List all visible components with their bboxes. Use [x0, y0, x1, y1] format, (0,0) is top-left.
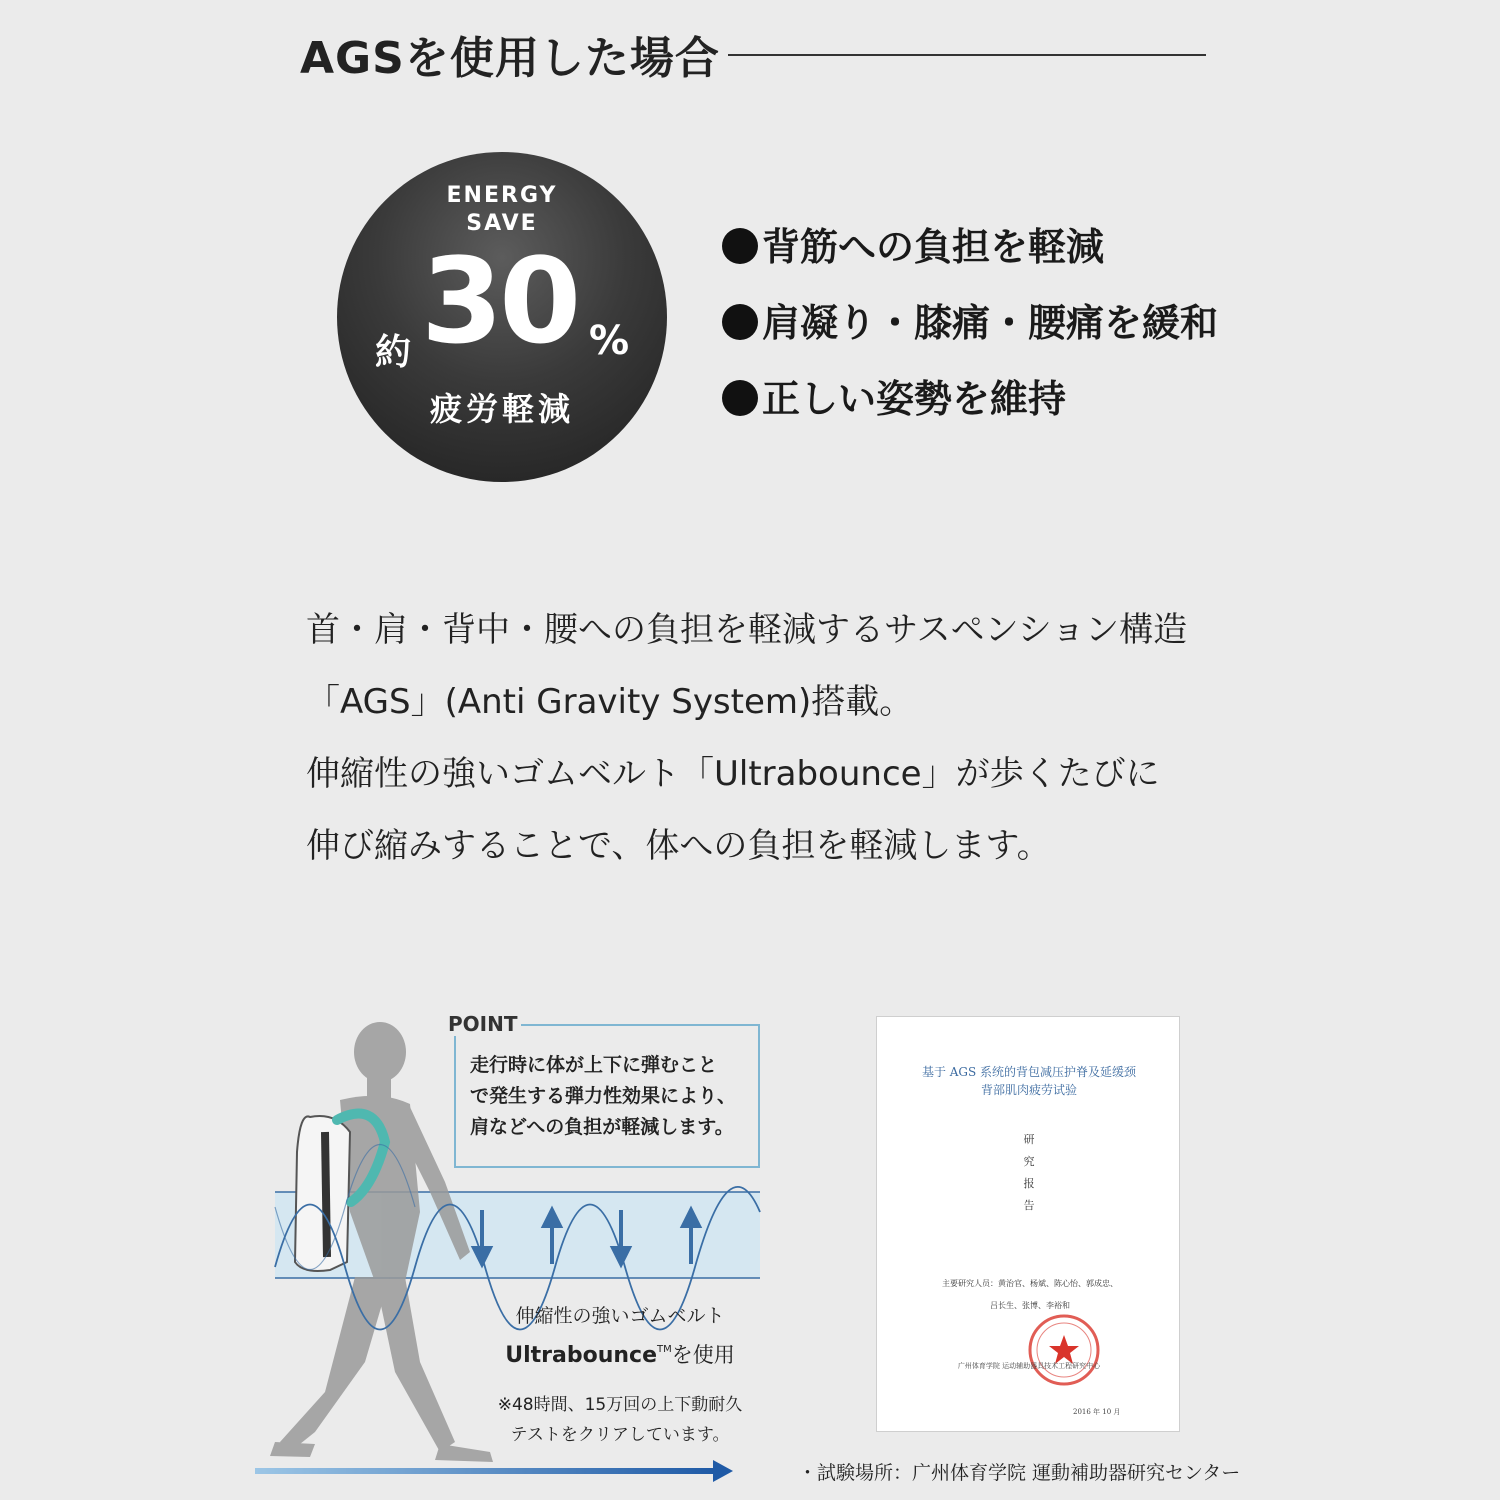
belt-caption: [470, 1300, 770, 1374]
report-title-line: 背部肌肉疲劳试验: [980, 1083, 1077, 1097]
description-line: 伸び縮みすることで、体への負担を軽減します。: [306, 826, 1051, 866]
brand-name: Ultrabounce: [505, 1343, 657, 1368]
description-line: 「AGS」(Anti Gravity System)搭載。: [306, 682, 914, 722]
badge-energy-label: [337, 182, 667, 238]
trademark: TM: [657, 1344, 672, 1355]
section-title: AGSを使用した場合: [300, 33, 720, 84]
point-label: POINT: [444, 1012, 521, 1036]
report-date: 2016 年 10 月: [1073, 1408, 1121, 1416]
badge-line1: ENERGY: [446, 183, 558, 208]
report-char: 研: [1023, 1133, 1035, 1146]
benefit-item: [722, 374, 1218, 450]
report-label-vertical: [1021, 1129, 1037, 1217]
durability-note: [470, 1390, 770, 1450]
report-researchers-line: 吕长生、张博、李裕和: [990, 1301, 1070, 1310]
arrow-right-icon: [713, 1460, 733, 1482]
report-char: 究: [1023, 1155, 1035, 1168]
durability-note-line: テストをクリアしています。: [510, 1425, 730, 1445]
report-char: 报: [1023, 1177, 1035, 1190]
description-line: 伸縮性の強いゴムベルト「Ultrabounce」が歩くたびに: [306, 754, 1160, 794]
report-researchers: [899, 1273, 1161, 1317]
bullet-icon: [722, 380, 758, 416]
belt-caption-line1: 伸縮性の強いゴムベルト: [515, 1305, 725, 1327]
report-organization: 广州体育学院 运动辅助器具技术工程研究中心: [957, 1362, 1101, 1370]
point-text: [470, 1050, 755, 1143]
benefit-text: 正しい姿勢を維持: [762, 377, 1067, 421]
benefit-text: 肩凝り・膝痛・腰痛を緩和: [762, 301, 1219, 345]
point-line: 肩などへの負担が軽減します。: [470, 1116, 734, 1138]
belt-suffix: を使用: [671, 1343, 735, 1367]
report-researchers-line: 主要研究人员：黄治官、杨斌、陈心怡、郭成忠、: [942, 1279, 1118, 1288]
title-divider: [728, 54, 1206, 56]
benefit-text: 背筋への負担を軽減: [762, 225, 1105, 269]
walking-direction-bar: [255, 1468, 715, 1474]
bullet-icon: [722, 228, 758, 264]
badge-line2: SAVE: [466, 211, 538, 236]
report-title: [877, 1063, 1181, 1099]
point-line: 走行時に体が上下に弾むこと: [470, 1054, 718, 1076]
badge-subtitle: 疲労軽減: [429, 390, 574, 428]
test-location-note: ・試験場所：广州体育学院 運動補助器研究センター: [798, 1462, 1241, 1484]
research-report-image: [876, 1016, 1180, 1432]
description-line: 首・肩・背中・腰への負担を軽減するサスペンション構造: [306, 610, 1188, 650]
belt-caption-line2: [470, 1332, 770, 1374]
benefit-item: [722, 298, 1218, 374]
point-line: で発生する弾力性効果により、: [470, 1085, 737, 1107]
badge-unit: %: [589, 318, 630, 364]
report-char: 告: [1023, 1199, 1035, 1212]
energy-save-badge: [337, 152, 667, 482]
badge-value: 30: [421, 232, 578, 370]
benefit-item: [722, 222, 1218, 298]
official-seal-icon: [1027, 1313, 1101, 1387]
bullet-icon: [722, 304, 758, 340]
benefit-list: [722, 222, 1218, 450]
durability-note-line: ※48時間、15万回の上下動耐久: [497, 1395, 743, 1415]
report-title-line: 基于 AGS 系统的背包减压护脊及延缓颈: [921, 1065, 1137, 1079]
badge-prefix: 約: [375, 332, 412, 373]
description: [306, 604, 1206, 892]
